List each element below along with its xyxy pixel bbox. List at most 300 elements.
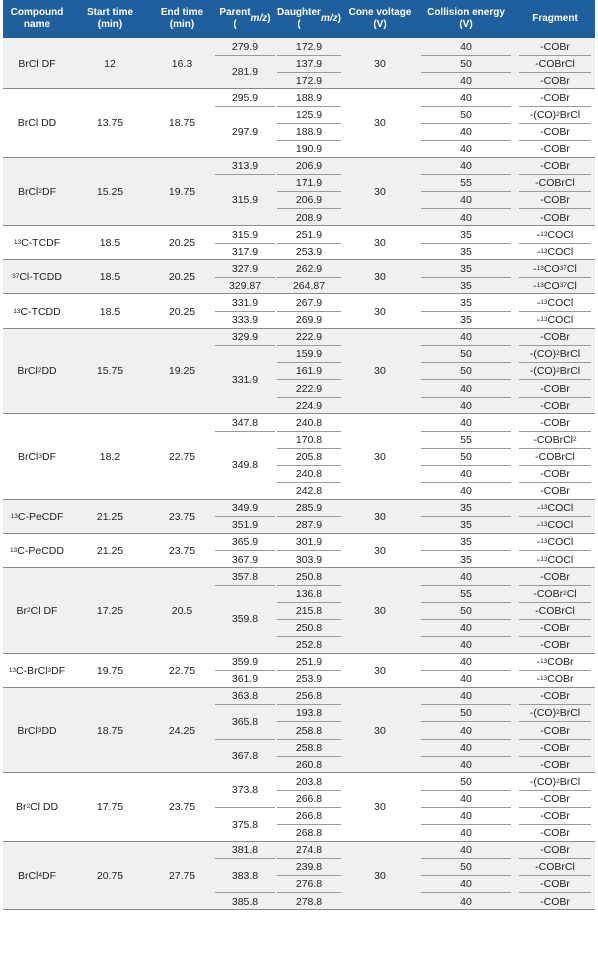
compound-name: BrCl 4 DF bbox=[17, 869, 57, 882]
collision-energy: 55 bbox=[460, 587, 472, 600]
row-divider bbox=[421, 550, 511, 551]
row-divider bbox=[519, 670, 591, 671]
daughter-mz: 251.9 bbox=[295, 656, 323, 669]
fragment: -COBr bbox=[540, 570, 570, 583]
daughter-mz: 188.9 bbox=[295, 91, 323, 104]
row-divider bbox=[519, 243, 591, 244]
row-divider bbox=[277, 140, 341, 141]
row-divider bbox=[277, 721, 341, 722]
start-time: 17.25 bbox=[96, 604, 124, 617]
row-divider bbox=[277, 106, 341, 107]
end-time: 23.75 bbox=[168, 544, 196, 557]
compound-name: Br 2 Cl DF bbox=[16, 604, 58, 617]
parent-mz: 381.8 bbox=[231, 844, 259, 857]
parent-mz: 347.8 bbox=[231, 416, 259, 429]
parent-mz: 349.8 bbox=[231, 459, 259, 472]
parent-mz: 365.8 bbox=[231, 715, 259, 728]
daughter-mz: 276.8 bbox=[295, 878, 323, 891]
daughter-mz: 215.8 bbox=[295, 604, 323, 617]
row-divider bbox=[421, 174, 511, 175]
row-divider bbox=[277, 892, 341, 893]
cone-voltage: 30 bbox=[374, 604, 386, 617]
row-divider bbox=[421, 72, 511, 73]
fragment: -COBr bbox=[540, 792, 570, 805]
compound-name: BrCl 2 DD bbox=[17, 365, 57, 378]
daughter-mz: 274.8 bbox=[295, 844, 323, 857]
row-divider bbox=[277, 72, 341, 73]
header-collision-energy: Collision energy (V) bbox=[427, 7, 505, 30]
fragment: -COBrCl bbox=[535, 57, 575, 70]
collision-energy: 40 bbox=[460, 895, 472, 908]
compound-group-13c-tcdd bbox=[3, 295, 595, 329]
fragment: -COBr bbox=[540, 810, 570, 823]
cone-voltage: 30 bbox=[374, 271, 386, 284]
start-time: 18.5 bbox=[99, 271, 121, 284]
row-divider bbox=[519, 704, 591, 705]
compound-name: BrCl 2 DF bbox=[17, 185, 57, 198]
cone-voltage: 30 bbox=[374, 869, 386, 882]
daughter-mz: 262.9 bbox=[295, 262, 323, 275]
fragment: - 13 COCl bbox=[536, 245, 574, 258]
collision-energy: 55 bbox=[460, 433, 472, 446]
daughter-mz: 159.9 bbox=[295, 348, 323, 361]
compound-name: Br 2 Cl DD bbox=[15, 801, 59, 814]
row-divider bbox=[519, 362, 591, 363]
parent-mz: 359.9 bbox=[231, 656, 259, 669]
cone-voltage: 30 bbox=[374, 664, 386, 677]
daughter-mz: 267.9 bbox=[295, 297, 323, 310]
row-divider bbox=[277, 875, 341, 876]
row-divider bbox=[277, 345, 341, 346]
header-fragment: Fragment bbox=[532, 13, 578, 24]
fragment: -COBr bbox=[540, 143, 570, 156]
start-time: 21.25 bbox=[96, 544, 124, 557]
row-divider bbox=[277, 807, 341, 808]
collision-energy: 40 bbox=[460, 656, 472, 669]
compound-group-37cl-tcdd bbox=[3, 260, 595, 294]
row-divider bbox=[421, 397, 511, 398]
parent-mz: 385.8 bbox=[231, 895, 259, 908]
fragment: -COBr bbox=[540, 399, 570, 412]
collision-energy: 35 bbox=[460, 519, 472, 532]
header-cone-voltage: Cone voltage (V) bbox=[348, 7, 412, 30]
daughter-mz: 203.8 bbox=[295, 775, 323, 788]
row-divider bbox=[421, 619, 511, 620]
collision-energy: 40 bbox=[460, 40, 472, 53]
collision-energy: 35 bbox=[460, 228, 472, 241]
compound-group-13c-tcdf bbox=[3, 226, 595, 260]
fragment: -(CO) 2 BrCl bbox=[529, 707, 581, 720]
compound-group-brcl4-df bbox=[3, 842, 595, 910]
daughter-mz: 125.9 bbox=[295, 108, 323, 121]
fragment: -COBrCl bbox=[535, 861, 575, 874]
fragment: -(CO) 2 BrCl bbox=[529, 775, 581, 788]
row-divider bbox=[421, 756, 511, 757]
daughter-mz: 137.9 bbox=[295, 57, 323, 70]
row-divider bbox=[421, 465, 511, 466]
end-time: 22.75 bbox=[168, 664, 196, 677]
row-divider bbox=[519, 482, 591, 483]
row-divider bbox=[519, 191, 591, 192]
collision-energy: 40 bbox=[460, 878, 472, 891]
cone-voltage: 30 bbox=[374, 724, 386, 737]
compound-name: BrCl DF bbox=[18, 57, 56, 70]
row-divider bbox=[519, 516, 591, 517]
row-divider bbox=[277, 739, 341, 740]
start-time: 21.25 bbox=[96, 510, 124, 523]
row-divider bbox=[421, 602, 511, 603]
row-divider bbox=[277, 516, 341, 517]
fragment: -COBr bbox=[540, 194, 570, 207]
collision-energy: 50 bbox=[460, 604, 472, 617]
daughter-mz: 253.9 bbox=[295, 245, 323, 258]
collision-energy: 40 bbox=[460, 416, 472, 429]
end-time: 22.75 bbox=[168, 450, 196, 463]
row-divider bbox=[277, 448, 341, 449]
daughter-mz: 172.9 bbox=[295, 74, 323, 87]
collision-energy: 40 bbox=[460, 74, 472, 87]
fragment: -COBr bbox=[540, 639, 570, 652]
parent-mz: 333.9 bbox=[231, 314, 259, 327]
collision-energy: 35 bbox=[460, 262, 472, 275]
row-divider bbox=[519, 602, 591, 603]
cone-voltage: 30 bbox=[374, 544, 386, 557]
parent-mz: 279.9 bbox=[231, 40, 259, 53]
collision-energy: 50 bbox=[460, 108, 472, 121]
row-divider bbox=[421, 379, 511, 380]
row-divider bbox=[519, 636, 591, 637]
daughter-mz: 222.9 bbox=[295, 382, 323, 395]
compound-name: 13 C-TCDD bbox=[13, 305, 61, 318]
fragment: -COBr bbox=[540, 690, 570, 703]
daughter-mz: 240.8 bbox=[295, 416, 323, 429]
row-divider bbox=[421, 585, 511, 586]
end-time: 19.25 bbox=[168, 365, 196, 378]
start-time: 18.5 bbox=[99, 305, 121, 318]
row-divider bbox=[519, 277, 591, 278]
daughter-mz: 253.9 bbox=[295, 673, 323, 686]
row-divider bbox=[277, 208, 341, 209]
row-divider bbox=[421, 123, 511, 124]
row-divider bbox=[519, 858, 591, 859]
parent-mz: 363.8 bbox=[231, 690, 259, 703]
fragment: -COBr bbox=[540, 160, 570, 173]
daughter-mz: 258.8 bbox=[295, 741, 323, 754]
row-divider bbox=[519, 448, 591, 449]
row-divider bbox=[519, 892, 591, 893]
collision-energy: 40 bbox=[460, 331, 472, 344]
row-divider bbox=[421, 191, 511, 192]
row-divider bbox=[421, 636, 511, 637]
parent-mz: 373.8 bbox=[231, 784, 259, 797]
row-divider bbox=[519, 72, 591, 73]
parent-mz: 297.9 bbox=[231, 126, 259, 139]
fragment: - 13 COBr bbox=[536, 656, 574, 669]
parent-mz: 357.8 bbox=[231, 570, 259, 583]
row-divider bbox=[277, 277, 341, 278]
row-divider bbox=[519, 875, 591, 876]
row-divider bbox=[277, 482, 341, 483]
collision-energy: 40 bbox=[460, 211, 472, 224]
row-divider bbox=[519, 756, 591, 757]
collision-energy: 35 bbox=[460, 245, 472, 258]
parent-mz: 331.9 bbox=[231, 373, 259, 386]
daughter-mz: 260.8 bbox=[295, 758, 323, 771]
row-divider bbox=[277, 174, 341, 175]
daughter-mz: 171.9 bbox=[295, 177, 323, 190]
row-divider bbox=[421, 106, 511, 107]
end-time: 23.75 bbox=[168, 510, 196, 523]
collision-energy: 40 bbox=[460, 844, 472, 857]
row-divider bbox=[519, 550, 591, 551]
cone-voltage: 30 bbox=[374, 117, 386, 130]
compound-group-br2cl-dd bbox=[3, 773, 595, 841]
compound-group-brcl3-df bbox=[3, 414, 595, 500]
collision-energy: 35 bbox=[460, 314, 472, 327]
row-divider bbox=[277, 465, 341, 466]
daughter-mz: 285.9 bbox=[295, 502, 323, 515]
row-divider bbox=[519, 140, 591, 141]
fragment: - 13 CO 37 Cl bbox=[533, 279, 577, 292]
compound-name: 13 C-PeCDD bbox=[10, 544, 64, 557]
compound-group-brcl3-dd bbox=[3, 688, 595, 774]
parent-mz: 315.9 bbox=[231, 194, 259, 207]
row-divider bbox=[277, 790, 341, 791]
daughter-mz: 222.9 bbox=[295, 331, 323, 344]
daughter-mz: 136.8 bbox=[295, 587, 323, 600]
collision-energy: 40 bbox=[460, 639, 472, 652]
row-divider bbox=[519, 619, 591, 620]
row-divider bbox=[421, 362, 511, 363]
daughter-mz: 224.9 bbox=[295, 399, 323, 412]
parent-mz: 317.9 bbox=[231, 245, 259, 258]
row-divider bbox=[519, 174, 591, 175]
start-time: 13.75 bbox=[96, 117, 124, 130]
daughter-mz: 250.8 bbox=[295, 621, 323, 634]
daughter-mz: 172.9 bbox=[295, 40, 323, 53]
row-divider bbox=[421, 448, 511, 449]
row-divider bbox=[277, 756, 341, 757]
compound-group-br2cl-df bbox=[3, 568, 595, 654]
start-time: 18.2 bbox=[99, 450, 121, 463]
row-divider bbox=[277, 123, 341, 124]
collision-energy: 35 bbox=[460, 297, 472, 310]
start-time: 19.75 bbox=[96, 664, 124, 677]
end-time: 16.3 bbox=[171, 57, 193, 70]
compound-name: 13 C-TCDF bbox=[13, 237, 61, 250]
collision-energy: 50 bbox=[460, 861, 472, 874]
cone-voltage: 30 bbox=[374, 57, 386, 70]
row-divider bbox=[519, 585, 591, 586]
row-divider bbox=[519, 721, 591, 722]
compound-group-brcl2-df bbox=[3, 158, 595, 226]
row-divider bbox=[519, 345, 591, 346]
daughter-mz: 266.8 bbox=[295, 810, 323, 823]
cone-voltage: 30 bbox=[374, 185, 386, 198]
row-divider bbox=[277, 602, 341, 603]
collision-energy: 40 bbox=[460, 399, 472, 412]
compound-group-brcl2-dd bbox=[3, 329, 595, 415]
collision-energy: 50 bbox=[460, 450, 472, 463]
fragment: -COBr bbox=[540, 211, 570, 224]
start-time: 15.75 bbox=[96, 365, 124, 378]
collision-energy: 40 bbox=[460, 126, 472, 139]
end-time: 27.75 bbox=[168, 869, 196, 882]
parent-mz: 315.9 bbox=[231, 228, 259, 241]
fragment: -COBr bbox=[540, 895, 570, 908]
fragment: - 13 COCl bbox=[536, 297, 574, 310]
compound-group-13c-brcl3-df bbox=[3, 654, 595, 688]
end-time: 20.25 bbox=[168, 271, 196, 284]
collision-energy: 40 bbox=[460, 570, 472, 583]
row-divider bbox=[277, 311, 341, 312]
fragment: -COBr bbox=[540, 878, 570, 891]
collision-energy: 40 bbox=[460, 382, 472, 395]
row-divider bbox=[277, 585, 341, 586]
daughter-mz: 269.9 bbox=[295, 314, 323, 327]
row-divider bbox=[277, 362, 341, 363]
end-time: 23.75 bbox=[168, 801, 196, 814]
row-divider bbox=[421, 243, 511, 244]
parent-mz: 365.9 bbox=[231, 536, 259, 549]
daughter-mz: 170.8 bbox=[295, 433, 323, 446]
parent-mz: 359.8 bbox=[231, 613, 259, 626]
row-divider bbox=[277, 670, 341, 671]
cone-voltage: 30 bbox=[374, 365, 386, 378]
row-divider bbox=[421, 739, 511, 740]
row-divider bbox=[277, 397, 341, 398]
parent-mz: 329.87 bbox=[228, 279, 262, 292]
row-divider bbox=[519, 208, 591, 209]
parent-mz: 331.9 bbox=[231, 297, 259, 310]
collision-energy: 35 bbox=[460, 553, 472, 566]
fragment: -COBrCl bbox=[535, 604, 575, 617]
parent-mz: 361.9 bbox=[231, 673, 259, 686]
row-divider bbox=[277, 191, 341, 192]
row-divider bbox=[277, 704, 341, 705]
compound-name: 13 C-BrCl 3 DF bbox=[8, 664, 66, 677]
cone-voltage: 30 bbox=[374, 510, 386, 523]
header-daughter-mz: Daughter ( m/z ) bbox=[277, 7, 341, 30]
fragment: -COBr bbox=[540, 40, 570, 53]
parent-mz: 349.9 bbox=[231, 502, 259, 515]
fragment: -COBr bbox=[540, 382, 570, 395]
parent-mz: 329.9 bbox=[231, 331, 259, 344]
fragment: - 13 CO 37 Cl bbox=[533, 262, 577, 275]
header-start-time: Start time (min) bbox=[86, 7, 134, 30]
header-compound-name: Compound name bbox=[10, 7, 64, 30]
fragment: -(CO) 2 BrCl bbox=[529, 108, 581, 121]
fragment: -(CO) 2 BrCl bbox=[529, 348, 581, 361]
parent-mz: 351.9 bbox=[231, 519, 259, 532]
collision-energy: 40 bbox=[460, 741, 472, 754]
compound-name: 13 C-PeCDF bbox=[10, 510, 64, 523]
daughter-mz: 268.8 bbox=[295, 827, 323, 840]
fragment: -COBr bbox=[540, 758, 570, 771]
collision-energy: 40 bbox=[460, 810, 472, 823]
row-divider bbox=[421, 345, 511, 346]
collision-energy: 35 bbox=[460, 502, 472, 515]
row-divider bbox=[277, 619, 341, 620]
row-divider bbox=[277, 858, 341, 859]
collision-energy: 40 bbox=[460, 468, 472, 481]
parent-mz: 281.9 bbox=[231, 66, 259, 79]
collision-energy: 40 bbox=[460, 194, 472, 207]
row-divider bbox=[277, 379, 341, 380]
fragment: - 13 COCl bbox=[536, 502, 574, 515]
row-divider bbox=[519, 431, 591, 432]
header-end-time: End time (min) bbox=[160, 7, 204, 30]
daughter-mz: 303.9 bbox=[295, 553, 323, 566]
row-divider bbox=[277, 824, 341, 825]
end-time: 20.25 bbox=[168, 305, 196, 318]
row-divider bbox=[519, 807, 591, 808]
parent-mz: 367.8 bbox=[231, 750, 259, 763]
end-time: 20.5 bbox=[171, 604, 193, 617]
start-time: 18.5 bbox=[99, 237, 121, 250]
row-divider bbox=[421, 55, 511, 56]
daughter-mz: 205.8 bbox=[295, 450, 323, 463]
row-divider bbox=[519, 465, 591, 466]
row-divider bbox=[519, 397, 591, 398]
row-divider bbox=[421, 824, 511, 825]
row-divider bbox=[519, 379, 591, 380]
daughter-mz: 264.87 bbox=[292, 279, 326, 292]
fragment: - 13 COCl bbox=[536, 519, 574, 532]
cone-voltage: 30 bbox=[374, 237, 386, 250]
table-header bbox=[3, 0, 595, 38]
collision-energy: 40 bbox=[460, 621, 472, 634]
daughter-mz: 190.9 bbox=[295, 143, 323, 156]
collision-energy: 35 bbox=[460, 279, 472, 292]
fragment: -COBrCl 2 bbox=[533, 433, 577, 446]
end-time: 24.25 bbox=[168, 724, 196, 737]
daughter-mz: 278.8 bbox=[295, 895, 323, 908]
fragment: - 13 COCl bbox=[536, 228, 574, 241]
end-time: 20.25 bbox=[168, 237, 196, 250]
fragment: -COBr bbox=[540, 621, 570, 634]
collision-energy: 50 bbox=[460, 57, 472, 70]
row-divider bbox=[519, 123, 591, 124]
data-table bbox=[3, 0, 595, 910]
row-divider bbox=[277, 243, 341, 244]
row-divider bbox=[277, 636, 341, 637]
fragment: -COBr 2 Cl bbox=[533, 587, 577, 600]
daughter-mz: 301.9 bbox=[295, 536, 323, 549]
fragment: -COBr bbox=[540, 74, 570, 87]
compound-name: BrCl DD bbox=[17, 117, 57, 130]
collision-energy: 55 bbox=[460, 177, 472, 190]
fragment: -COBr bbox=[540, 416, 570, 429]
collision-energy: 50 bbox=[460, 365, 472, 378]
collision-energy: 35 bbox=[460, 536, 472, 549]
row-divider bbox=[519, 55, 591, 56]
compound-name: BrCl 3 DF bbox=[17, 450, 57, 463]
collision-energy: 40 bbox=[460, 758, 472, 771]
row-divider bbox=[277, 55, 341, 56]
parent-mz: 383.8 bbox=[231, 869, 259, 882]
collision-energy: 40 bbox=[460, 690, 472, 703]
row-divider bbox=[421, 482, 511, 483]
fragment: -COBr bbox=[540, 741, 570, 754]
parent-mz: 327.9 bbox=[231, 262, 259, 275]
end-time: 19.75 bbox=[168, 185, 196, 198]
fragment: -COBrCl bbox=[535, 450, 575, 463]
daughter-mz: 208.9 bbox=[295, 211, 323, 224]
fragment: - 13 COBr bbox=[536, 673, 574, 686]
compound-name: 37 Cl-TCDD bbox=[12, 271, 62, 284]
daughter-mz: 266.8 bbox=[295, 792, 323, 805]
